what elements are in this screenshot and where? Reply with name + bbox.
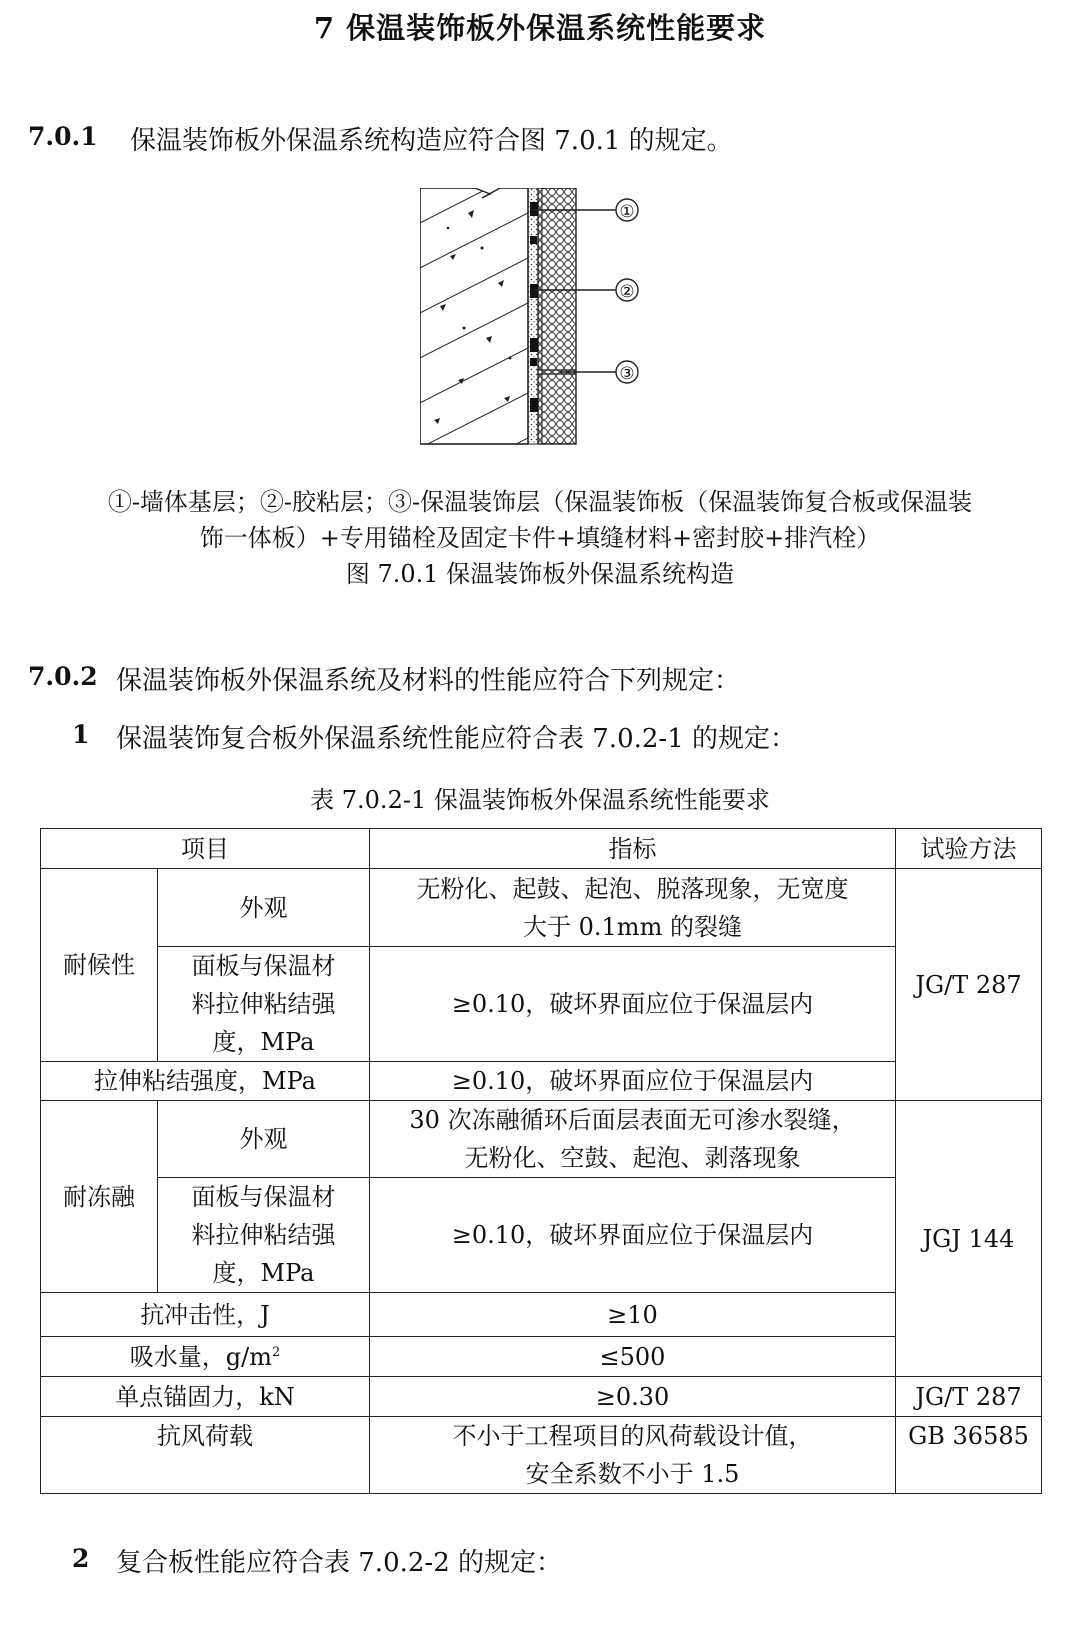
table-row	[41, 947, 1042, 1062]
table-row	[41, 1178, 1042, 1293]
freeze-appearance-value	[370, 1101, 896, 1178]
clause-702-text: 保温装饰板外保温系统及材料的性能应符合下列规定：	[116, 666, 741, 696]
table-row	[41, 1337, 1042, 1377]
weather-method: JG/T 287	[896, 869, 1042, 1101]
marker-2: ②	[619, 282, 635, 302]
table-row	[41, 1101, 1042, 1178]
item1-number: 1	[72, 720, 90, 749]
performance-table	[40, 828, 1042, 1494]
figure-caption: 图 7.0.1 保温装饰板外保温系统构造	[345, 560, 735, 588]
marker-1: ①	[619, 202, 635, 222]
freeze-appearance-line1: 30 次冻融循环后面层表面无可渗水裂缝，	[409, 1106, 856, 1134]
anchor-method: JG/T 287	[896, 1377, 1042, 1417]
tensile-value: ≥0.10，破坏界面应位于保温层内	[370, 1062, 896, 1101]
weather-appearance-line2: 大于 0.1mm 的裂缝	[523, 912, 742, 941]
weather-appearance-line1: 无粉化、起鼓、起泡、脱落现象，无宽度	[416, 874, 849, 903]
wind-value-line1: 不小于工程项目的风荷载设计值，	[452, 1422, 813, 1450]
freeze-bond-value: ≥0.10，破坏界面应位于保温层内	[370, 1178, 896, 1293]
marker-3: ③	[619, 364, 635, 384]
clause-701-number: 7.0.1	[28, 122, 98, 151]
impact-label: 抗冲击性，J	[41, 1293, 370, 1337]
figure-legend-line1: ①-墙体基层；②-胶粘层；③-保温装饰层（保温装饰板（保温装饰复合板或保温装	[107, 488, 973, 516]
weather-bond-line2: 料拉伸粘结强	[191, 990, 336, 1018]
freeze-group: 耐冻融	[41, 1101, 158, 1293]
weather-group: 耐候性	[41, 869, 158, 1062]
figure-legend-line2: 饰一体板）+专用锚栓及固定卡件+填缝材料+密封胶+排汽栓）	[199, 524, 881, 552]
wind-value	[370, 1417, 896, 1494]
anchor-label: 单点锚固力，kN	[41, 1377, 370, 1417]
freeze-bond-label	[158, 1178, 370, 1293]
table-row	[41, 1377, 1042, 1417]
tensile-label: 拉伸粘结强度，MPa	[41, 1062, 370, 1101]
weather-appearance-value	[370, 869, 896, 947]
weather-bond-line3: 度，MPa	[212, 1028, 315, 1056]
insulation-decorative-layer	[538, 188, 576, 444]
freeze-bond-line3: 度，MPa	[212, 1259, 315, 1287]
freeze-method: JGJ 144	[896, 1101, 1042, 1377]
item1-text: 保温装饰复合板外保温系统性能应符合表 7.0.2-1 的规定：	[116, 724, 797, 754]
insulation-system-diagram	[420, 188, 680, 466]
section-title: 7 保温装饰板外保温系统性能要求	[313, 11, 767, 45]
table-header-row	[41, 829, 1042, 869]
header-item: 项目	[41, 829, 370, 869]
anchor-value: ≥0.30	[370, 1377, 896, 1417]
header-method: 试验方法	[896, 829, 1042, 869]
wind-method: GB 36585	[896, 1417, 1042, 1494]
weather-bond-value: ≥0.10，破坏界面应位于保温层内	[370, 947, 896, 1062]
clause-701-text: 保温装饰板外保温系统构造应符合图 7.0.1 的规定。	[130, 126, 733, 156]
wind-label: 抗风荷载	[41, 1417, 370, 1494]
header-index: 指标	[370, 829, 896, 869]
item2-text: 复合板性能应符合表 7.0.2-2 的规定：	[116, 1548, 563, 1578]
freeze-appearance-line2: 无粉化、空鼓、起泡、剥落现象	[464, 1144, 801, 1172]
wind-value-line2: 安全系数不小于 1.5	[525, 1460, 740, 1488]
freeze-bond-line1: 面板与保温材	[191, 1183, 336, 1211]
table-caption: 表 7.0.2-1 保温装饰板外保温系统性能要求	[310, 786, 770, 814]
freeze-appearance-label: 外观	[158, 1101, 370, 1178]
weather-appearance-label: 外观	[158, 869, 370, 947]
water-value: ≤500	[370, 1337, 896, 1377]
water-label-text: 吸水量，g/m	[129, 1342, 272, 1371]
impact-value: ≥10	[370, 1293, 896, 1337]
wall-base-layer	[420, 188, 528, 466]
table-row	[41, 1417, 1042, 1494]
item2-number: 2	[72, 1544, 90, 1573]
freeze-bond-line2: 料拉伸粘结强	[191, 1221, 336, 1249]
water-label-sup: 2	[271, 1344, 281, 1360]
weather-bond-label	[158, 947, 370, 1062]
table-row	[41, 1062, 1042, 1101]
table-row	[41, 869, 1042, 947]
clause-702-number: 7.0.2	[28, 662, 98, 691]
water-label	[41, 1337, 370, 1377]
table-row	[41, 1293, 1042, 1337]
weather-bond-line1: 面板与保温材	[191, 952, 336, 980]
